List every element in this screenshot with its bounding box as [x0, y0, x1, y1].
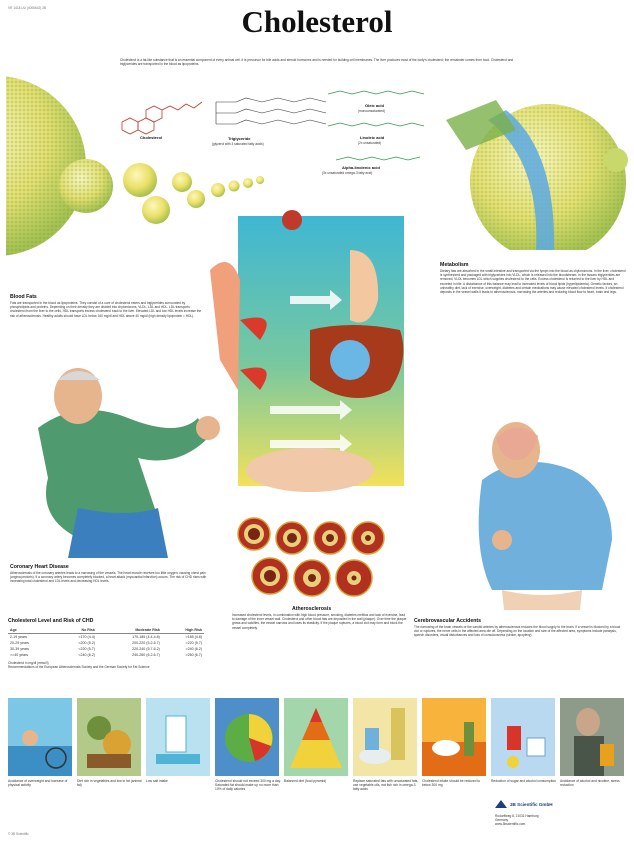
- publisher-block: [495, 800, 625, 827]
- label-oleic-acid-sub: (monounsaturated): [358, 109, 385, 113]
- reference-code: VR 1418 UU (4006642) 2B: [8, 6, 47, 10]
- stroke-man-illustration: [462, 420, 628, 610]
- metabolism-text: Dietary fats are absorbed in the small intestine and transported via the lymph into the blood as chylomicrons. In the liver, cholesterol is synthesized and packaged with triglycerides into VLDL, which is released into the bloodstream. In the tissues triglycerides are removed, VLDL becomes LDL which supplies cholesterol to the cells. Excess cholesterol is returned to the liver by HDL and excreted in bile. A disturbance of this balance may lead to increased levels of blood lipids (hyperlipidemia). Genetic factors, an unhealthy diet, lack of exercise, overweight, diabetes and certain medications may cause elevated cholesterol levels. If cholesterol deposits in the vessel walls it leads to atherosclerosis, narrowing the arteries and reducing blood flow to heart, brain and legs.: [440, 269, 626, 295]
- chd-heading: Coronary Heart Disease: [10, 564, 69, 570]
- risk-table-section: [8, 618, 204, 669]
- publisher-address-line: www.3bscientific.com: [495, 822, 526, 827]
- table-row: [8, 652, 204, 658]
- label-triglyceride-sub: (glycerol with 3 saturated fatty acids): [212, 142, 264, 146]
- table-cell: 240-260 (6.2-6.7): [132, 653, 160, 657]
- risk-table: [8, 627, 204, 658]
- table-cell: 220-240 (5.7-6.2): [132, 647, 160, 651]
- lipoprotein-cross-section-illustration: [436, 90, 630, 250]
- publisher-name: 3B Scientific GmbH: [510, 801, 553, 807]
- table-cell: >=40 years: [10, 653, 28, 657]
- prevention-tile-salt: [146, 698, 210, 776]
- table-cell: >220 (5.7): [185, 641, 202, 645]
- prevention-tile-food-pyramid: [284, 698, 348, 776]
- blood-fats-text: Fats are transported in the blood as lipoproteins. They consist of a core of cholesterol esters and triglycerides surrounded by phospholipids and proteins. Depending on their density they are divided into chylomicrons, VLDL, LDL and HDL. LDL transports cholesterol from the liver to the cells, HDL transports excess cholesterol back to the liver. Elevated LDL and low HDL levels increase the risk of atherosclerosis. Healthy adults should have LDL below 160 mg/dl and HDL above 40 mg/dl (high density lipoprotein = HDL).: [10, 301, 202, 318]
- metabolism-diagram: [200, 210, 410, 510]
- table-cell: 170-185 (4.4-4.8): [132, 635, 160, 639]
- column-header: No Risk: [55, 627, 97, 634]
- prevention-tile-sugar-alcohol: [491, 698, 555, 776]
- prevention-tile-vegetables: [77, 698, 141, 776]
- label-oleic-acid: Oleic acid: [365, 103, 384, 108]
- prevention-tile-reduce-cholesterol: [422, 698, 486, 776]
- risk-table-heading: Cholesterol Level and Risk of CHD: [8, 618, 94, 624]
- page-title: Cholesterol: [241, 4, 393, 39]
- prevention-tile-nicotine: [560, 698, 624, 776]
- atherosclerosis-heading: Atherosclerosis: [292, 606, 332, 612]
- publisher-address-line: Rudorffweg 8, 21031 Hamburg: [495, 814, 539, 818]
- tile-caption: Replace saturated fats with unsaturated fats, use vegetable oils, eat fish rich in omega-3 fatty acids: [353, 779, 419, 792]
- heart-attack-man-illustration: [8, 358, 222, 558]
- risk-table-unit-note: Cholesterol in mg/dl (mmol/l): [8, 661, 49, 665]
- tile-caption: Low salt intake: [146, 779, 168, 783]
- risk-table-source-note: Recommendations of the European Atherosclerosis Society and the German Society for Fat Science: [8, 665, 150, 670]
- table-cell: 30-39 years: [10, 647, 29, 651]
- intro-paragraph: Cholesterol is a fat-like substance that is an essential component of every animal cell. It is precursor for bile acids and steroid hormones and is needed for building cell membranes. The liver produces most of the body's cholesterol; the remainder comes from food. Cholesterol and triglycerides are transported in the blood as lipoproteins.: [120, 58, 514, 67]
- label-alpha-linolenic: Alpha-linolenic acid: [342, 165, 380, 170]
- table-cell: 2-19 years: [10, 635, 27, 639]
- table-cell: >260 (6.7): [185, 653, 202, 657]
- label-triglyceride: Triglyceride: [228, 136, 251, 141]
- table-cell: <220 (5.7): [78, 647, 95, 651]
- tile-caption: Cholesterol should not exceed 300 mg a day. Saturated fat should make up no more than 10% of daily calories: [215, 779, 281, 792]
- cerebrovascular-heading: Cerebrovascular Accidents: [414, 618, 481, 624]
- tile-caption: Balanced diet (food pyramid): [284, 779, 327, 783]
- chd-text: Atherosclerosis of the coronary arteries leads to a narrowing of the vessels. The heart muscle receives too little oxygen, causing chest pain (angina pectoris). If a coronary artery becomes completely blocked, a heart attack (myocardial infarction) occurs. The risk of CHD rises with increasing total cholesterol and LDL levels and decreasing HDL levels.: [10, 571, 207, 584]
- atherosclerosis-text: Increased cholesterol levels, in combination with high blood pressure, smoking, diabetes mellitus and lack of exercise, lead to damage of the inner vessel wall. Cholesterol and other blood fats are deposited in the wall (plaque). Over time the plaque grows and calcifies, the vessel narrows and loses its elasticity. If the plaque ruptures, a blood clot may form and block the vessel completely.: [232, 613, 407, 630]
- blood-fats-heading: Blood Fats: [10, 294, 37, 300]
- table-cell: <200 (5.2): [78, 641, 95, 645]
- prevention-tile-unsaturated-fats: [353, 698, 417, 776]
- table-cell: >240 (6.2): [185, 647, 202, 651]
- publisher-address-line: Germany: [495, 818, 509, 823]
- tile-caption: Diet rich in vegetables and low in fat (animal fat): [77, 779, 142, 788]
- tile-caption: Avoidance of overweight and increase of physical activity: [8, 779, 68, 788]
- atherosclerosis-arteries-illustration: [230, 512, 410, 608]
- table-cell: 20-29 years: [10, 641, 29, 645]
- prevention-tile-cholesterol-limit: [215, 698, 279, 776]
- column-header: Moderate Risk: [97, 627, 162, 634]
- prevention-tile-exercise: [8, 698, 72, 776]
- label-linoleic-acid-sub: (2x unsaturated): [358, 141, 382, 145]
- cerebrovascular-text: The narrowing of the brain vessels or the carotid arteries by atherosclerosis reduces the blood supply to the brain. If a vessel is blocked by a blood clot or ruptures, the nerve cells in the affected area die off. Depending on the location and size of the affected area, symptoms include paralysis, speech disorders, visual disturbances and loss of consciousness (stroke, apoplexy).: [414, 625, 621, 638]
- tile-caption: Reduction of sugar and alcohol consumption: [491, 779, 557, 783]
- column-header: High Risk: [162, 627, 204, 634]
- table-cell: <170 (4.4): [78, 635, 95, 639]
- column-header: Age: [8, 627, 55, 634]
- label-linoleic-acid: Linoleic acid: [360, 135, 385, 140]
- label-alpha-linolenic-sub: (3x unsaturated omega-3 fatty acid): [322, 171, 373, 175]
- table-cell: 200-220 (5.2-5.7): [132, 641, 160, 645]
- label-cholesterol: Cholesterol: [140, 135, 163, 140]
- table-cell: <240 (6.2): [78, 653, 95, 657]
- tile-caption: Avoidance of alcohol and nicotine, stress reduction: [560, 779, 620, 788]
- metabolism-heading: Metabolism: [440, 262, 469, 268]
- footer-copyright: © 3B Scientific: [8, 832, 29, 836]
- table-cell: >185 (4.8): [185, 635, 202, 639]
- publisher-logo-icon: [495, 800, 507, 808]
- tile-caption: Cholesterol intake should be reduced to below 300 mg: [422, 779, 481, 788]
